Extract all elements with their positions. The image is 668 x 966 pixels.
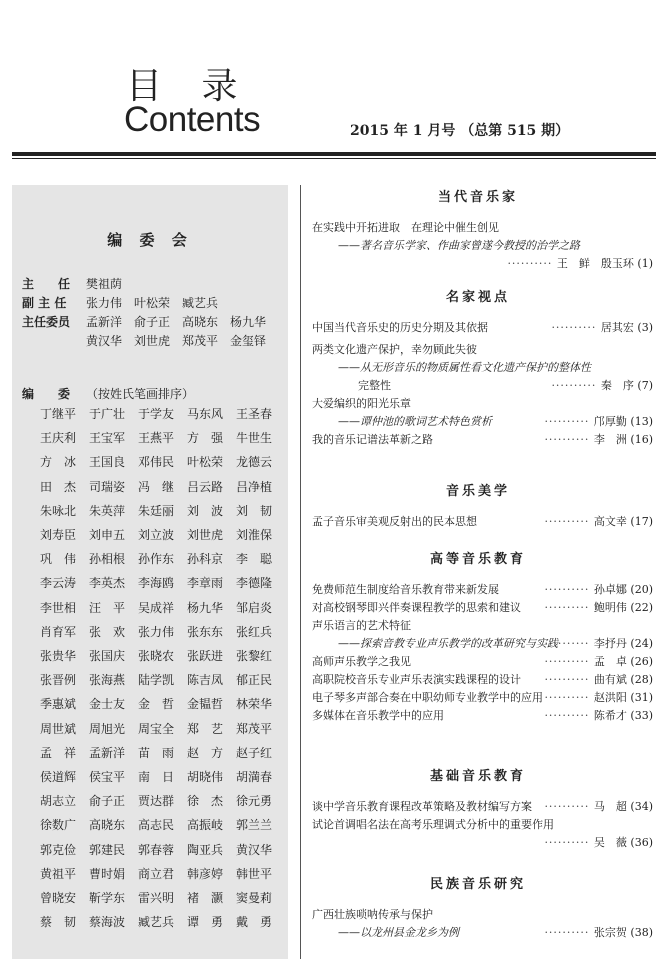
- member-name: 金士友: [89, 697, 126, 712]
- board-role-label: 主 任: [22, 277, 71, 291]
- member-name: 朱英萍: [89, 503, 126, 518]
- member-row: [40, 720, 285, 738]
- member-name: 刘淮保: [236, 528, 273, 542]
- board-name: 臧艺兵: [182, 296, 219, 310]
- toc-entry: [338, 360, 653, 376]
- member-row: [40, 453, 285, 471]
- toc-entry-page-group: [551, 378, 653, 394]
- toc-entry-page-group: [551, 320, 653, 336]
- leader-dots: ··········: [544, 673, 594, 686]
- member-name: 丁继平: [40, 407, 77, 421]
- member-name: 李世相: [40, 600, 77, 615]
- toc-entry-author: 曲有斌: [593, 673, 627, 686]
- member-name: 刘世虎: [187, 528, 224, 542]
- section-heading: 基础音乐教育: [429, 769, 526, 784]
- member-row: [40, 792, 285, 810]
- toc-entry-title: 大爱编织的阳光乐章: [312, 397, 411, 410]
- member-name: 冯 继: [138, 479, 175, 494]
- member-name: 侯道辉: [40, 770, 77, 784]
- member-name: 俞子正: [89, 794, 126, 809]
- leader-dots: ··········: [507, 257, 557, 270]
- toc-entry-title: 谈中学音乐教育课程改革策略及教材编写方案: [312, 800, 532, 813]
- member-name: 孟 祥: [40, 745, 77, 760]
- toc-entry-title: ——从无形音乐的物质属性看文化遗产保护的整体性: [338, 361, 591, 374]
- member-name: 郭克俭: [40, 842, 77, 857]
- board-role-row: [22, 332, 278, 350]
- member-row: [40, 405, 285, 423]
- board-name: 高晓东: [182, 315, 219, 329]
- toc-entry-author: 孙卓娜: [593, 583, 627, 596]
- toc-entry-page: (31): [630, 691, 653, 704]
- toc-entry: [338, 925, 653, 941]
- member-row: [40, 647, 285, 665]
- member-name: 周旭光: [89, 721, 126, 736]
- toc-entry-page-group: [544, 672, 653, 688]
- toc-entry-title: 试论首调唱名法在高考乐理调式分析中的重要作用: [312, 818, 554, 831]
- toc-entry: [312, 582, 653, 598]
- member-name: 商立君: [138, 866, 175, 881]
- member-row: [40, 429, 285, 447]
- toc-entry-page: (13): [630, 415, 653, 428]
- member-name: 高振岐: [187, 818, 224, 833]
- member-name: 周世斌: [40, 721, 77, 736]
- member-name: 胡満春: [236, 770, 273, 784]
- toc-entry-title: ——著名音乐学家、作曲家曾遂今教授的治学之路: [338, 239, 580, 252]
- toc-entry: [312, 256, 653, 272]
- member-name: 龙德云: [236, 455, 273, 470]
- toc-entry-page-group: [544, 654, 653, 670]
- leader-dots: ··········: [551, 379, 601, 392]
- member-name: 孟新洋: [89, 745, 126, 760]
- members-label: 编 委: [22, 387, 71, 401]
- toc-entry-author: 张宗贺: [593, 926, 627, 939]
- leader-dots: ··········: [544, 583, 594, 596]
- toc-entry-page: (22): [630, 601, 653, 614]
- toc-entry-page: (24): [630, 637, 653, 650]
- toc-entry-title: 对高校钢琴即兴伴奏课程教学的思索和建议: [312, 601, 521, 614]
- section-heading: 音乐美学: [445, 484, 510, 499]
- member-name: 刘寿臣: [40, 528, 77, 542]
- toc-entry-page: (7): [637, 379, 653, 392]
- member-name: 戴 勇: [236, 915, 273, 930]
- toc-entry-title: ——以龙州县金龙乡为例: [338, 926, 459, 939]
- toc-entry-author: 鲍明伟: [593, 601, 627, 614]
- member-name: 陈吉凤: [187, 673, 224, 688]
- member-name: 孙相根: [89, 552, 126, 567]
- toc-entry-author: 李 洲: [593, 433, 627, 446]
- member-name: 刘申五: [89, 528, 126, 542]
- toc-entry: [358, 378, 653, 394]
- member-name: 金 哲: [138, 697, 175, 712]
- board-name: 张力伟: [86, 296, 123, 310]
- section-heading: 当代音乐家: [437, 190, 518, 205]
- toc-entry-page: (38): [630, 926, 653, 939]
- member-name: 韩世平: [236, 866, 273, 881]
- title-cn: 目 录: [126, 66, 252, 107]
- toc-entry-author: 孟 卓: [593, 655, 627, 668]
- member-name: 牛世生: [236, 431, 273, 446]
- board-title: 编 委 会: [107, 231, 193, 249]
- member-name: 窦曼莉: [236, 891, 273, 905]
- toc-entry-page: (28): [630, 673, 653, 686]
- member-name: 陆学凯: [138, 673, 175, 688]
- member-name: 季惠斌: [40, 697, 77, 712]
- member-name: 高晓东: [89, 818, 126, 833]
- member-name: 张力伟: [138, 624, 175, 639]
- member-name: 胡晓伟: [187, 770, 224, 784]
- section-heading: 名家视点: [445, 290, 510, 305]
- leader-dots: ··········: [544, 415, 594, 428]
- toc-entry-page-group: [544, 432, 653, 448]
- board-name: 刘世虎: [134, 334, 171, 348]
- member-name: 孙作东: [138, 552, 175, 567]
- member-name: 张 欢: [89, 624, 126, 639]
- member-name: 田 杰: [40, 479, 77, 494]
- member-row: [40, 671, 285, 689]
- toc-entry: [312, 690, 653, 706]
- toc-entry-title: 电子琴多声部合奏在中职幼师专业教学中的应用: [312, 691, 543, 704]
- toc-entry: [338, 636, 653, 652]
- member-name: 李云涛: [40, 576, 77, 591]
- member-name: 郑 艺: [187, 721, 224, 736]
- member-name: 郭兰兰: [236, 818, 273, 833]
- toc-entry: [312, 514, 653, 530]
- member-name: 方 强: [187, 431, 224, 446]
- header-rule-thin: [12, 158, 656, 159]
- member-row: [40, 599, 285, 617]
- member-name: 张海燕: [89, 673, 126, 688]
- toc-entry-title: 孟子音乐审美观反射出的民本思想: [312, 515, 477, 528]
- member-name: 谭 勇: [187, 915, 224, 930]
- members-header: [22, 385, 194, 403]
- member-name: 徐数广: [40, 818, 77, 833]
- board-name: 黄汉华: [86, 334, 123, 348]
- toc-entry-title: 两类文化遗产保护，幸勿顾此失彼: [312, 343, 477, 356]
- toc-entry-page-group: [544, 925, 653, 941]
- board-role-row: [22, 294, 230, 312]
- member-name: 杨九华: [187, 600, 224, 615]
- member-name: 王国良: [89, 455, 126, 470]
- member-name: 张国庆: [89, 649, 126, 663]
- board-name: 叶松荣: [134, 296, 171, 310]
- member-row: [40, 526, 285, 544]
- member-row: [40, 768, 285, 786]
- editorial-board-panel: [12, 185, 288, 959]
- member-name: 邓伟民: [138, 455, 175, 470]
- member-name: 司瑞姿: [89, 479, 126, 494]
- member-name: 黄汉华: [236, 842, 273, 857]
- member-name: 周宝全: [138, 721, 175, 736]
- member-row: [40, 816, 285, 834]
- member-name: 李章雨: [187, 576, 224, 591]
- member-name: 王圣春: [236, 407, 273, 421]
- member-name: 郁正民: [236, 673, 273, 688]
- member-name: 张红兵: [236, 624, 273, 639]
- toc-entry-title: 高师声乐教学之我见: [312, 655, 411, 668]
- toc-entry-page-group: [544, 690, 653, 706]
- member-name: 张晋例: [40, 673, 77, 688]
- toc-entry-author: 陈希才: [593, 709, 627, 722]
- toc-entry-page-group: [507, 256, 653, 272]
- toc-entry: [312, 817, 653, 833]
- leader-dots: ··········: [544, 836, 594, 849]
- toc-entry-title: ——探索音教专业声乐教学的改革研究与实践: [338, 637, 558, 650]
- member-name: 张跃进: [187, 649, 224, 663]
- member-name: 刘 波: [187, 503, 224, 518]
- member-row: [40, 695, 285, 713]
- member-name: 贾达群: [138, 794, 175, 809]
- toc-entry: [312, 835, 653, 851]
- member-row: [40, 623, 285, 641]
- section-heading: 高等音乐教育: [429, 552, 526, 567]
- member-name: 曹时娟: [89, 866, 126, 881]
- board-name: 郑茂平: [182, 334, 219, 348]
- toc-entry: [312, 320, 653, 336]
- member-name: 高志民: [138, 818, 175, 833]
- toc-entry-title: 在实践中开拓进取 在理论中催生创见: [312, 221, 499, 234]
- member-name: 邹启炎: [236, 600, 273, 615]
- member-name: 张黎红: [236, 649, 273, 663]
- member-name: 褚 灏: [187, 891, 224, 905]
- member-row: [40, 865, 285, 883]
- toc-entry-page-group: [544, 708, 653, 724]
- leader-dots: ··········: [544, 800, 594, 813]
- toc-entry-author: 李抒丹: [593, 637, 627, 650]
- toc-entry-author: 赵洪阳: [593, 691, 627, 704]
- title-en: Contents: [124, 100, 261, 139]
- leader-dots: ··········: [544, 691, 594, 704]
- leader-dots: ··········: [544, 601, 594, 614]
- toc-entry-author: 秦 序: [600, 379, 634, 392]
- toc-entry-page-group: [544, 414, 653, 430]
- toc-entry-title: ——谭仲池的歌词艺术特色赏析: [338, 415, 492, 428]
- toc-entry: [312, 600, 653, 616]
- member-name: 胡志立: [40, 794, 77, 809]
- member-name: 靳学东: [89, 891, 126, 905]
- leader-dots: ··········: [544, 655, 594, 668]
- toc-entry-author: 马 超: [593, 800, 627, 813]
- toc-entry-title: 完整性: [358, 379, 391, 392]
- board-role-label: 主任委员: [22, 315, 71, 329]
- member-name: 汪 平: [89, 600, 126, 615]
- toc-entry-page-group: [544, 835, 653, 851]
- member-name: 蔡海波: [89, 915, 126, 930]
- toc-entry-title: 多媒体在音乐教学中的应用: [312, 709, 444, 722]
- member-name: 李海鸥: [138, 576, 175, 591]
- toc-entry: [312, 342, 653, 358]
- member-name: 吕净植: [236, 479, 273, 494]
- member-name: 吴成祥: [138, 600, 175, 615]
- member-name: 张贵华: [40, 649, 77, 663]
- member-name: 郭春蓉: [138, 842, 175, 857]
- toc-entry-page: (16): [630, 433, 653, 446]
- member-name: 刘立波: [138, 528, 175, 542]
- leader-dots: ··········: [544, 637, 594, 650]
- issue-label: 2015 年 1 月号 （总第 515 期）: [350, 123, 570, 139]
- toc-entry: [338, 414, 653, 430]
- toc-entry-page: (26): [630, 655, 653, 668]
- member-name: 李 聪: [236, 552, 273, 567]
- toc-entry: [312, 654, 653, 670]
- member-name: 于学友: [138, 407, 175, 421]
- member-name: 徐元勇: [236, 794, 273, 809]
- member-row: [40, 744, 285, 762]
- member-row: [40, 913, 285, 931]
- member-name: 侯宝平: [89, 770, 126, 784]
- member-name: 肖育军: [40, 624, 77, 639]
- member-name: 马东风: [187, 407, 224, 421]
- toc-entry-author: 高文幸: [593, 515, 627, 528]
- toc-entry-page-group: [544, 636, 653, 652]
- member-name: 蔡 韧: [40, 915, 77, 930]
- toc-entry-page: (33): [630, 709, 653, 722]
- member-name: 雷兴明: [138, 891, 175, 905]
- toc-entry-title: 中国当代音乐史的历史分期及其依据: [312, 321, 488, 334]
- board-role-row: [22, 313, 278, 331]
- toc-entry-page: (1): [637, 257, 653, 270]
- toc-entry-page-group: [544, 799, 653, 815]
- toc-entry-author: 吴 薇: [593, 836, 627, 849]
- toc-entry-title: 声乐语言的艺术特征: [312, 619, 411, 632]
- toc-entry: [312, 672, 653, 688]
- member-name: 李英杰: [89, 576, 126, 591]
- toc-entry: [312, 220, 653, 236]
- member-name: 王燕平: [138, 431, 175, 446]
- member-name: 王庆利: [40, 431, 77, 446]
- toc-entry-title: 免费师范生制度给音乐教育带来新发展: [312, 583, 499, 596]
- member-name: 张晓农: [138, 649, 175, 663]
- member-name: 于广壮: [89, 407, 126, 421]
- member-name: 赵 方: [187, 745, 224, 760]
- leader-dots: ··········: [544, 433, 594, 446]
- member-name: 黄祖平: [40, 866, 77, 881]
- toc-entry-page: (36): [630, 836, 653, 849]
- board-name: 孟新洋: [86, 315, 123, 329]
- board-name: 杨九华: [230, 315, 267, 329]
- board-name: 樊祖荫: [86, 277, 123, 291]
- toc-entry-page-group: [544, 600, 653, 616]
- member-name: 郭建民: [89, 842, 126, 857]
- toc-entry: [312, 708, 653, 724]
- member-name: 郑茂平: [236, 721, 273, 736]
- section-heading: 民族音乐研究: [429, 877, 526, 892]
- member-name: 朱咏北: [40, 503, 77, 518]
- toc-entry-page-group: [544, 582, 653, 598]
- member-name: 林荣华: [236, 697, 273, 712]
- member-name: 李德隆: [236, 576, 273, 591]
- leader-dots: ··········: [544, 515, 594, 528]
- toc-entry: [312, 396, 653, 412]
- member-name: 叶松荣: [187, 455, 224, 470]
- member-name: 曾晓安: [40, 891, 77, 905]
- member-name: 南 日: [138, 770, 175, 784]
- member-name: 张东东: [187, 624, 224, 639]
- member-row: [40, 574, 285, 592]
- member-name: 徐 杰: [187, 794, 224, 809]
- member-name: 朱廷丽: [138, 503, 175, 518]
- toc-entry: [312, 799, 653, 815]
- member-name: 臧艺兵: [138, 915, 175, 930]
- board-role-row: [22, 275, 134, 293]
- toc-entry-title: 我的音乐记谱法革新之路: [312, 433, 433, 446]
- member-row: [40, 550, 285, 568]
- member-row: [40, 502, 285, 520]
- toc-entry-page: (3): [637, 321, 653, 334]
- member-name: 苗 雨: [138, 745, 175, 760]
- member-row: [40, 841, 285, 859]
- toc-entry-author: 王 鲜 殷玉环: [556, 257, 634, 270]
- member-row: [40, 478, 285, 496]
- toc-entry-page: (34): [630, 800, 653, 813]
- board-role-label: 副 主 任: [22, 296, 67, 310]
- leader-dots: ··········: [544, 926, 594, 939]
- member-name: 吕云路: [187, 479, 224, 494]
- board-name: 俞子正: [134, 315, 171, 329]
- toc-entry: [312, 618, 653, 634]
- board-name: 金玺铎: [230, 334, 267, 348]
- toc-entry: [312, 907, 653, 923]
- member-name: 孙科京: [187, 552, 224, 567]
- members-note: （按姓氏笔画排序）: [86, 387, 195, 401]
- member-name: 王宝军: [89, 431, 126, 446]
- toc-entry-page: (17): [630, 515, 653, 528]
- toc-entry-author: 居其宏: [600, 321, 634, 334]
- leader-dots: ··········: [544, 709, 594, 722]
- member-name: 赵子红: [236, 745, 273, 760]
- member-name: 金韫哲: [187, 697, 224, 712]
- leader-dots: ··········: [551, 321, 601, 334]
- header-rule-thick: [12, 152, 656, 156]
- member-name: 巩 伟: [40, 552, 77, 567]
- toc-entry-page: (20): [630, 583, 653, 596]
- member-name: 韩彦婷: [187, 866, 224, 881]
- member-name: 刘 韧: [236, 503, 273, 518]
- toc-entry: [312, 432, 653, 448]
- toc-entry-author: 邝厚勤: [593, 415, 627, 428]
- toc-entry-title: 广西壮族唢呐传承与保护: [312, 908, 433, 921]
- member-name: 陶亚兵: [187, 842, 224, 857]
- member-name: 方 冰: [40, 455, 77, 470]
- toc-entry-page-group: [544, 514, 653, 530]
- toc-entry: [338, 238, 653, 254]
- toc-entry-title: 高职院校音乐专业声乐表演实践课程的设计: [312, 673, 521, 686]
- member-row: [40, 889, 285, 907]
